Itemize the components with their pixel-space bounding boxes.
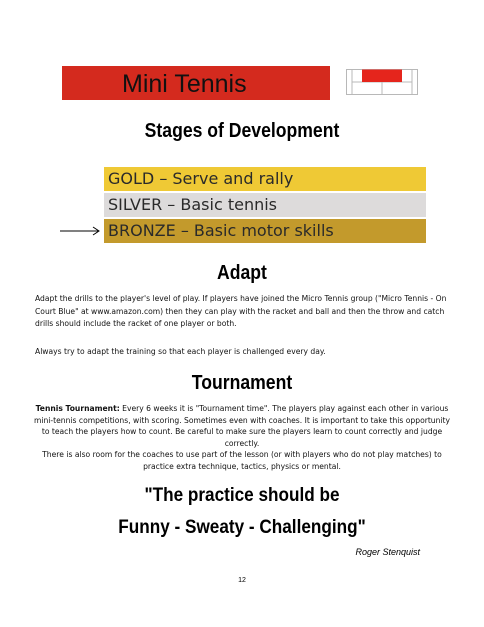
- level-gold: GOLD – Serve and rally: [104, 167, 426, 191]
- quote-author: Roger Stenquist: [355, 547, 420, 557]
- quote-line-1: "The practice should be: [144, 484, 340, 506]
- tournament-heading: Tournament: [191, 372, 293, 394]
- mini-court-icon: [346, 69, 418, 95]
- title-banner: [62, 66, 330, 100]
- tournament-lead: Tennis Tournament:: [35, 404, 120, 413]
- quote-line-2: Funny - Sweaty - Challenging": [118, 516, 366, 538]
- adapt-paragraph-1: Adapt the drills to the player's level of play. If players have joined the Micro Tennis group ("Micro Tennis - On Court Blue" at www.amazon.com) then they can play with the racket and ball and then the throw and catch drills should include the racket of one player or both.: [35, 294, 447, 328]
- tournament-text: [30, 403, 454, 473]
- level-silver: SILVER – Basic tennis: [104, 193, 426, 217]
- page-title: Mini Tennis: [122, 70, 247, 98]
- tournament-body-1: Every 6 weeks it is "Tournament time". The players play against each other in various mini-tennis competitions, with scoring. Sometimes even with coaches. It is important to take this opportunity to teach the players how to count. Be careful to make sure the players learn to count correctly and judge correctly.: [33, 404, 451, 448]
- page-number: 12: [238, 577, 246, 584]
- adapt-heading: Adapt: [217, 262, 267, 284]
- tournament-body-2: There is also room for the coaches to use part of the lesson (or with players who do not play matches) to practice extra technique, tactics, physics or mental.: [42, 450, 442, 471]
- stages-heading: Stages of Development: [144, 120, 340, 142]
- adapt-paragraph-2: Always try to adapt the training so that each player is challenged every day.: [35, 347, 326, 356]
- arrow-right-icon: [60, 224, 104, 238]
- level-bronze: BRONZE – Basic motor skills: [104, 219, 426, 243]
